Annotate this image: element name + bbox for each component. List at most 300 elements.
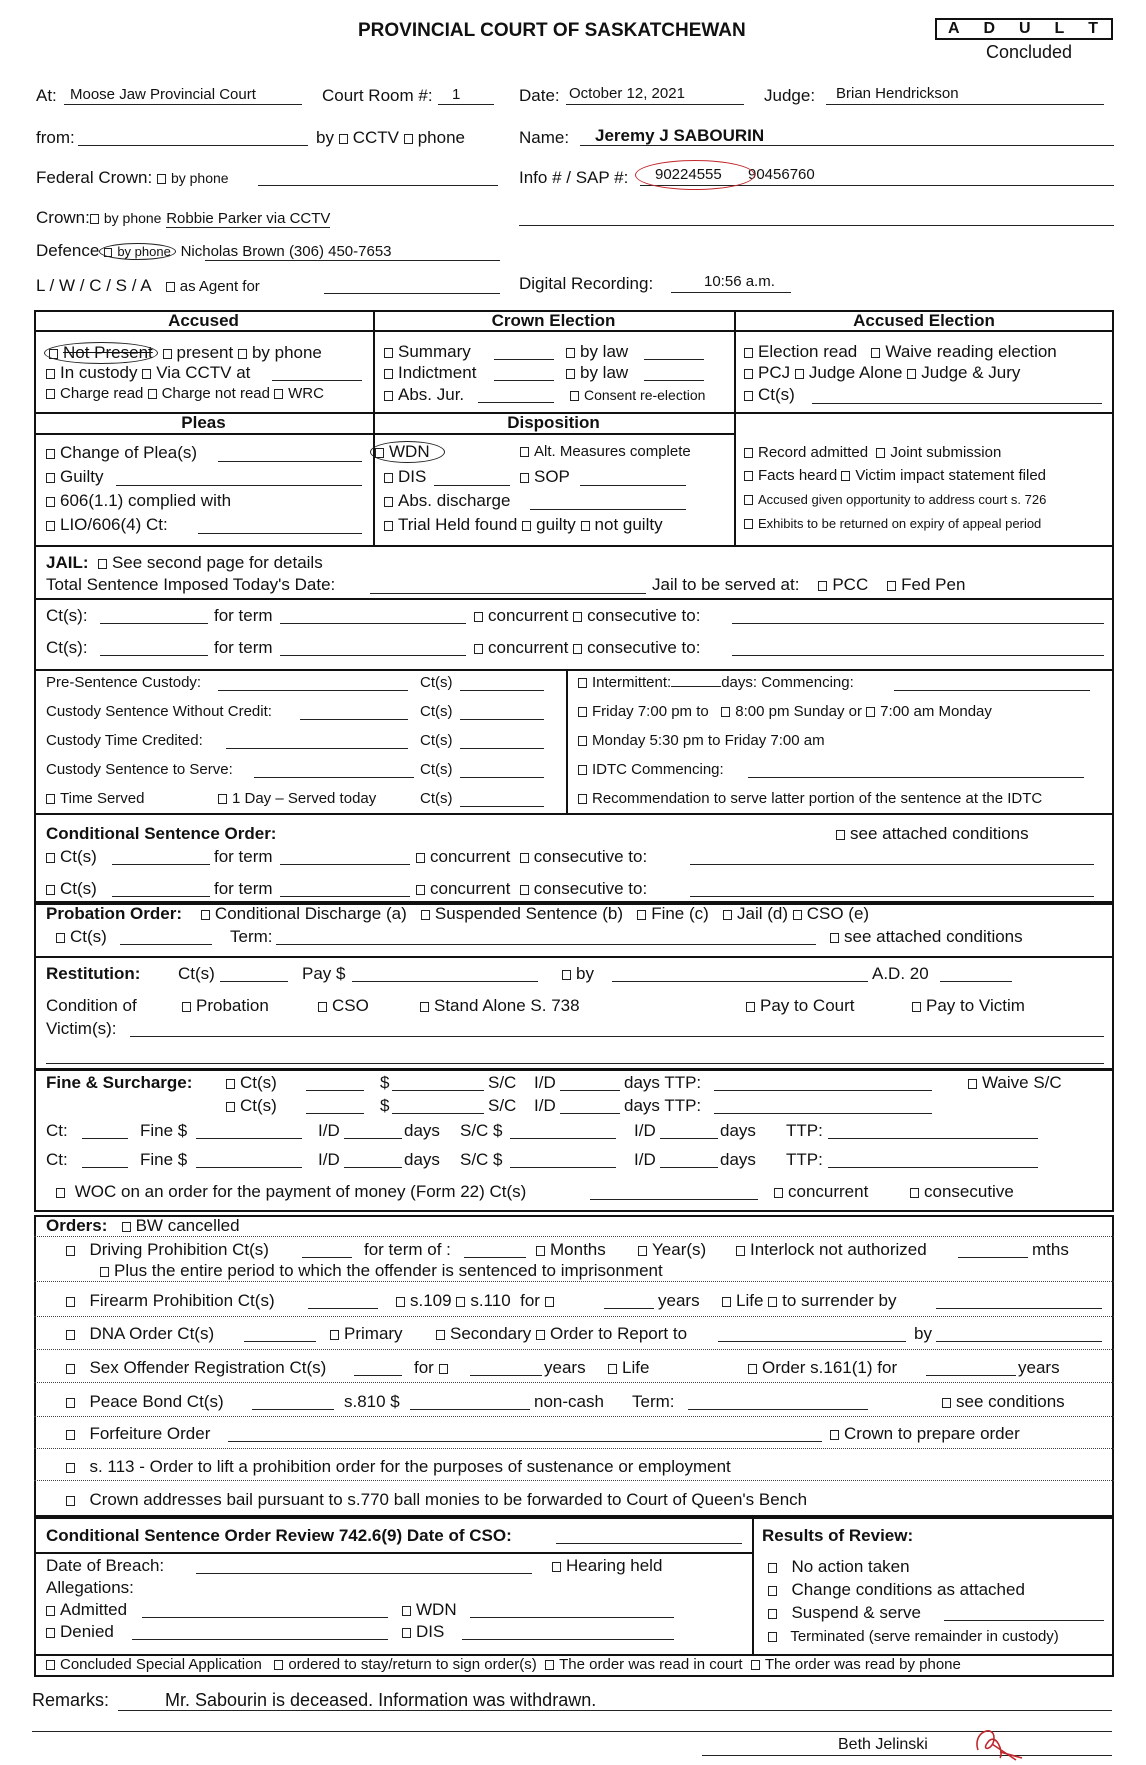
woc-concurrent-label: concurrent [788,1182,869,1201]
order161 [748,1358,897,1378]
signature-scribble [970,1722,1030,1762]
idtc-row [578,761,724,778]
bw-checkbox[interactable] [122,1222,131,1232]
fine-days-4: days [720,1150,756,1169]
cso-cts-2: Ct(s) [60,879,97,898]
years-label: Year(s) [652,1240,707,1259]
cso-concurrent-2: concurrent [430,879,511,898]
facts-checkbox[interactable] [744,471,753,481]
suspended-checkbox[interactable] [421,910,430,920]
driving-row [66,1240,269,1260]
suspend-label: Suspend & serve [791,1603,921,1622]
rest-standalone [420,996,580,1016]
letter-u: U [1018,20,1033,37]
rest-cso-label: CSO [332,996,369,1015]
time-served-cts: Ct(s) [420,790,453,807]
read-court-checkbox[interactable] [545,1660,554,1670]
cctv-checkbox[interactable] [339,134,348,144]
s606 [46,491,231,511]
cso-consecutive-1-checkbox[interactable] [520,853,529,863]
woc-concurrent-checkbox[interactable] [774,1188,783,1198]
dna-secondary [436,1324,687,1344]
fine-row-1-cts [226,1073,277,1093]
no-action-label: No action taken [791,1557,910,1576]
exhibits-checkbox[interactable] [744,519,753,529]
prob-see-attached-checkbox[interactable] [830,933,839,943]
driving-years [638,1240,706,1260]
charge-read-label: Charge read [60,385,144,402]
review-wdn-row [402,1600,457,1620]
noncash-label: non-cash [534,1392,604,1411]
fine-ttp-1: TTP: [786,1121,823,1140]
rest-pay-court [746,996,855,1016]
rest-by-checkbox[interactable] [562,970,571,980]
dna-label: DNA Order Ct(s) [89,1324,215,1343]
second-page-checkbox[interactable] [98,559,107,569]
record-checkbox[interactable] [744,448,753,458]
facts-row [744,467,1046,484]
not-present-label: Not Present [63,343,153,362]
fine-ct-label-1: Ct: [46,1121,68,1140]
monday530-row [578,732,825,749]
defence-by-phone: by phone [117,244,171,259]
sex-checkbox[interactable] [66,1364,75,1374]
not-present-checkbox[interactable] [49,349,58,359]
time-served-checkbox[interactable] [46,794,55,804]
joint-checkbox[interactable] [876,448,885,458]
wdn-row [370,441,445,463]
read-phone-checkbox[interactable] [751,1660,760,1670]
change-label: Change conditions as attached [791,1580,1025,1599]
from-label: from: [36,128,75,147]
probation-row-1 [46,904,869,924]
admitted-label: Admitted [60,1600,128,1619]
intermittent-checkbox[interactable] [578,678,587,688]
by-law-2-label: by law [580,363,629,382]
disposition-heading: Disposition [507,413,600,432]
monday530-checkbox[interactable] [578,736,587,746]
driving-months [536,1240,606,1260]
months-label: Months [550,1240,606,1259]
at-value: Moose Jaw Provincial Court [70,86,256,103]
phone-label: phone [417,128,465,147]
firearm-life-checkbox[interactable] [722,1297,731,1307]
info-label: Info # / SAP #: [519,168,629,187]
election-cts-checkbox[interactable] [744,391,753,401]
info-value-1: 90224555 [655,166,722,183]
one-day-checkbox[interactable] [218,794,227,804]
plus-checkbox[interactable] [100,1267,109,1277]
sex-years-label: years [544,1358,586,1377]
judge-alone-label: Judge Alone [808,363,903,382]
denied-checkbox[interactable] [46,1628,55,1638]
review-dis-checkbox[interactable] [402,1628,411,1638]
abs-jur-checkbox[interactable] [384,391,393,401]
rest-cso [318,996,369,1016]
by-law-1-checkbox[interactable] [566,348,575,358]
s770-checkbox[interactable] [66,1496,75,1506]
credited-cts: Ct(s) [420,732,453,749]
accused-row-3 [46,385,324,402]
abs-discharge [384,491,510,511]
sop-checkbox[interactable] [520,473,529,483]
secondary-checkbox[interactable] [436,1330,445,1340]
interlock [736,1240,927,1260]
terminated-checkbox[interactable] [768,1632,777,1642]
peace-row [66,1392,224,1412]
crown-phone-checkbox[interactable] [90,214,99,224]
fine-heading: Fine & Surcharge: [46,1073,193,1092]
defence-row [36,241,392,261]
jail-row-1 [46,553,323,573]
cso-for-term-1: for term [214,847,273,866]
rest-pay-victim [912,996,1025,1016]
s110-checkbox[interactable] [456,1297,465,1307]
fine-id-3: I/D [318,1121,340,1140]
monday-checkbox[interactable] [866,707,875,717]
forfeiture-checkbox[interactable] [66,1430,75,1440]
review-wdn-checkbox[interactable] [402,1606,411,1616]
dna-by-label: by [914,1324,932,1343]
trial-guilty-checkbox[interactable] [522,521,531,531]
trial-guilty-label: guilty [536,515,576,534]
report-label: Order to Report to [550,1324,688,1343]
from-by [316,128,465,148]
lio [46,515,168,535]
pcc-label: PCC [832,575,869,594]
record-label: Record admitted [758,444,869,461]
firearm-life [722,1291,897,1311]
rest-by [562,964,594,984]
crown-prepare-checkbox[interactable] [830,1430,839,1440]
months-checkbox[interactable] [536,1246,545,1256]
courtroom-value: 1 [452,86,461,103]
dis-checkbox[interactable] [384,473,393,483]
surrender-checkbox[interactable] [768,1297,777,1307]
s726-label: Accused given opportunity to address court s. 726 [758,492,1047,507]
via-cctv-label: Via CCTV at [156,363,251,382]
jail-consecutive-1-checkbox[interactable] [573,612,582,622]
charge-not-read-checkbox[interactable] [148,389,157,399]
jail-label: JAIL: [46,553,89,572]
without-credit-label: Custody Sentence Without Credit: [46,703,272,720]
crown-abs-jur [384,385,464,405]
footer-options [46,1656,961,1673]
form-title: PROVINCIAL COURT OF SASKATCHEWAN [358,20,746,41]
lio-checkbox[interactable] [46,521,55,531]
fine-id-5: I/D [318,1150,340,1169]
prob-see-attached [830,927,1023,947]
alt-measures-checkbox[interactable] [520,447,529,457]
via-cctv-checkbox[interactable] [142,369,151,379]
charge-read-checkbox[interactable] [46,389,55,399]
read-phone-label: The order was read by phone [764,1656,961,1673]
sex-for-label: for [414,1358,434,1377]
fine-sc-dollar-2: S/C $ [460,1150,503,1169]
indictment-label: Indictment [398,363,477,382]
rest-probation-checkbox[interactable] [182,1002,191,1012]
concluded-checkbox[interactable] [46,1660,55,1670]
rest-standalone-checkbox[interactable] [420,1002,429,1012]
fine-id-6: I/D [634,1150,656,1169]
abs-discharge-checkbox[interactable] [384,497,393,507]
woc-consecutive-label: consecutive [924,1182,1014,1201]
admitted-checkbox[interactable] [46,1606,55,1616]
consent-checkbox[interactable] [570,391,579,401]
peace-see-conditions [942,1392,1065,1412]
intermittent-row [578,674,854,691]
jail-concurrent-1-checkbox[interactable] [474,612,483,622]
jail-consecutive-2-checkbox[interactable] [573,644,582,654]
s810-label: s.810 $ [344,1392,400,1411]
driving-checkbox[interactable] [66,1246,75,1256]
waive-sc-checkbox[interactable] [968,1079,977,1089]
cso-concurrent-1: concurrent [430,847,511,866]
crown-consent [570,387,705,403]
jail-for-term-1: for term [214,606,273,625]
sex-for [414,1358,453,1378]
terminated-label: Terminated (serve remainder in custody) [790,1628,1059,1645]
jail-concurrent-2-checkbox[interactable] [474,644,483,654]
s770-row [66,1490,807,1510]
fine-days-ttp-2: days TTP: [624,1096,702,1115]
victim-impact-label: Victim impact statement filed [855,467,1047,484]
crown-election-heading: Crown Election [491,311,616,330]
weekend-row [578,703,992,720]
dna-primary [330,1324,403,1344]
jail-conc-2 [474,638,700,658]
crown-by-phone: by phone [103,210,162,226]
suspend-row [768,1603,921,1623]
accused-phone-checkbox[interactable] [238,349,247,359]
primary-checkbox[interactable] [330,1330,339,1340]
cso-consecutive-2: consecutive to: [533,879,648,898]
firearm-row [66,1291,275,1311]
cso-concurrent-1-checkbox[interactable] [416,853,425,863]
woc-consecutive-checkbox[interactable] [910,1188,919,1198]
order161-checkbox[interactable] [748,1364,757,1374]
s113-checkbox[interactable] [66,1463,75,1473]
dna-checkbox[interactable] [66,1330,75,1340]
s109-checkbox[interactable] [396,1297,405,1307]
change-plea-label: Change of Plea(s) [60,443,198,462]
woc-checkbox[interactable] [56,1188,65,1198]
firearm-checkbox[interactable] [66,1297,75,1307]
time-served-row [46,790,144,807]
to-serve-label: Custody Sentence to Serve: [46,761,233,778]
s606-checkbox[interactable] [46,497,55,507]
probation-heading: Probation Order: [46,904,183,923]
consent-label: Consent re-election [584,387,706,403]
admitted-row [46,1600,127,1620]
firearm-life-label: Life [736,1291,764,1310]
judge-jury-checkbox[interactable] [907,369,916,379]
prob-term-label: Term: [230,927,273,946]
recommend-checkbox[interactable] [578,794,587,804]
interlock-checkbox[interactable] [736,1246,745,1256]
change-plea-checkbox[interactable] [46,449,55,459]
rest-pay-label: Pay $ [302,964,346,983]
by-law-2-checkbox[interactable] [566,369,575,379]
accused-by-phone-label: by phone [251,343,322,362]
crown-prepare [830,1424,1020,1444]
cso-ct-2-checkbox[interactable] [46,885,55,895]
fine-cts-2: Ct(s) [240,1096,277,1115]
orders-row [46,1216,240,1236]
exhibits-label: Exhibits to be returned on expiry of appeal period [758,516,1042,531]
red-circle-annotation [635,160,755,190]
cond-discharge-checkbox[interactable] [201,910,210,920]
s770-label: Crown addresses bail pursuant to s.770 ball monies to be forwarded to Court of Queen's Bench [89,1490,808,1509]
trial-checkbox[interactable] [384,521,393,531]
joint-label: Joint submission [890,444,1002,461]
surrender-label: to surrender by [782,1291,897,1310]
peace-checkbox[interactable] [66,1398,75,1408]
prob-cso-checkbox[interactable] [793,910,802,920]
one-day-row [218,790,376,807]
s606-label: 606(1.1) complied with [60,491,232,510]
dis-row [384,467,426,487]
firearm-for-checkbox[interactable] [545,1297,554,1307]
victim-impact-checkbox[interactable] [841,471,850,481]
change-row [768,1580,1025,1600]
election-row-3 [744,385,795,405]
fine-ct-label-2: Ct: [46,1150,68,1169]
no-action-checkbox[interactable] [768,1563,777,1573]
election-read-checkbox[interactable] [744,348,753,358]
prob-jail-checkbox[interactable] [723,910,732,920]
lwcsa-label: L / W / C / S / A [36,276,152,295]
indictment-checkbox[interactable] [384,369,393,379]
cso-ct-1-checkbox[interactable] [46,853,55,863]
pay-court-checkbox[interactable] [746,1002,755,1012]
suspend-checkbox[interactable] [768,1609,777,1619]
date-label: Date: [519,86,560,105]
wdn-checkbox[interactable] [375,448,384,458]
trial-not-guilty-checkbox[interactable] [581,521,590,531]
name-label: Name: [519,128,570,147]
present-checkbox[interactable] [163,349,172,359]
election-row-1 [744,342,1057,362]
cso-concurrent-2-checkbox[interactable] [416,885,425,895]
guilty-checkbox[interactable] [46,473,55,483]
not-present-circled [44,342,158,364]
adult-box [935,18,1113,40]
sunday-checkbox[interactable] [721,707,730,717]
agent-row [36,276,260,296]
time-served-label: Time Served [60,790,145,807]
waive-checkbox[interactable] [871,348,880,358]
fine-dollar-2: $ [380,1096,390,1115]
see-conditions-label: see conditions [956,1392,1065,1411]
agent-checkbox[interactable] [166,282,175,292]
order161-label: Order s.161(1) for [762,1358,898,1377]
order161-years-label: years [1018,1358,1060,1377]
digital-recording-value: 10:56 a.m. [704,273,775,290]
waive-sc [968,1073,1062,1093]
in-custody-checkbox[interactable] [46,369,55,379]
fed-pen-checkbox[interactable] [887,581,896,591]
crown-value: Robbie Parker via CCTV [166,210,331,227]
dna-row [66,1324,214,1344]
judge-jury-label: Judge & Jury [921,363,1021,382]
cso-for-term-2: for term [214,879,273,898]
jail-cts-2: Ct(s): [46,638,88,657]
jail-ct-row-2 [46,638,88,658]
denied-label: Denied [60,1622,114,1641]
prob-fine-checkbox[interactable] [637,910,646,920]
abs-discharge-label: Abs. discharge [398,491,511,510]
rest-cso-checkbox[interactable] [318,1002,327,1012]
pcj-checkbox[interactable] [744,369,753,379]
summary-checkbox[interactable] [384,348,393,358]
secondary-label: Secondary [450,1324,532,1343]
accused-row-2 [46,363,250,383]
remarks-label: Remarks: [32,1690,110,1710]
defence-by-phone-circled [99,243,176,260]
pcc-checkbox[interactable] [818,581,827,591]
judge-alone-checkbox[interactable] [795,369,804,379]
guilty-plea [46,467,103,487]
by-label: by [316,128,334,147]
sex-for-checkbox[interactable] [439,1364,448,1374]
forfeiture-label: Forfeiture Order [89,1424,211,1443]
victims-label: Victim(s): [46,1019,117,1038]
phone-checkbox[interactable] [404,134,413,144]
fine-row-2-cts [226,1096,277,1116]
friday-label: Friday 7:00 pm to [592,703,709,720]
one-day-label: 1 Day – Served today [232,790,377,807]
crown-label: Crown: [36,208,90,227]
sex-life-checkbox[interactable] [608,1364,617,1374]
report-checkbox[interactable] [536,1330,545,1340]
trial-not-guilty-label: not guilty [594,515,663,534]
s726-row [744,492,1046,507]
pay-victim-checkbox[interactable] [912,1002,921,1012]
cso-consecutive-2-checkbox[interactable] [520,885,529,895]
info-value-2: 90456760 [748,166,815,183]
rest-ad-label: A.D. 20 [872,964,929,983]
alt-measures [520,443,691,460]
charge-not-read-label: Charge not read [161,385,270,402]
ordered-checkbox[interactable] [274,1660,283,1670]
defence-phone-checkbox[interactable] [104,248,112,257]
peace-label: Peace Bond Ct(s) [89,1392,224,1411]
hearing-checkbox[interactable] [552,1562,561,1572]
idtc-checkbox[interactable] [578,765,587,775]
monday-label: 7:00 am Monday [880,703,992,720]
election-read-label: Election read [758,342,858,361]
fine-ct-1-checkbox[interactable] [226,1079,235,1089]
cond-discharge-label: Conditional Discharge (a) [214,904,407,923]
see-conditions-checkbox[interactable] [942,1398,951,1408]
change-checkbox[interactable] [768,1586,777,1596]
prob-cts-checkbox[interactable] [56,933,65,943]
pcj-label: PCJ [758,363,791,382]
firearm-years-label: years [658,1291,700,1310]
friday-checkbox[interactable] [578,707,587,717]
fine-ct-2-checkbox[interactable] [226,1102,235,1112]
orders-heading: Orders: [46,1216,108,1235]
s113-label: s. 113 - Order to lift a prohibition order for the purposes of sustenance or employment [89,1457,731,1476]
s726-checkbox[interactable] [744,495,753,505]
wrc-checkbox[interactable] [274,389,283,399]
federal-phone-checkbox[interactable] [157,174,166,184]
status-concluded: Concluded [986,42,1073,62]
sex-life [608,1358,649,1378]
years-checkbox[interactable] [638,1246,647,1256]
cso-see-attached-checkbox[interactable] [836,830,845,840]
